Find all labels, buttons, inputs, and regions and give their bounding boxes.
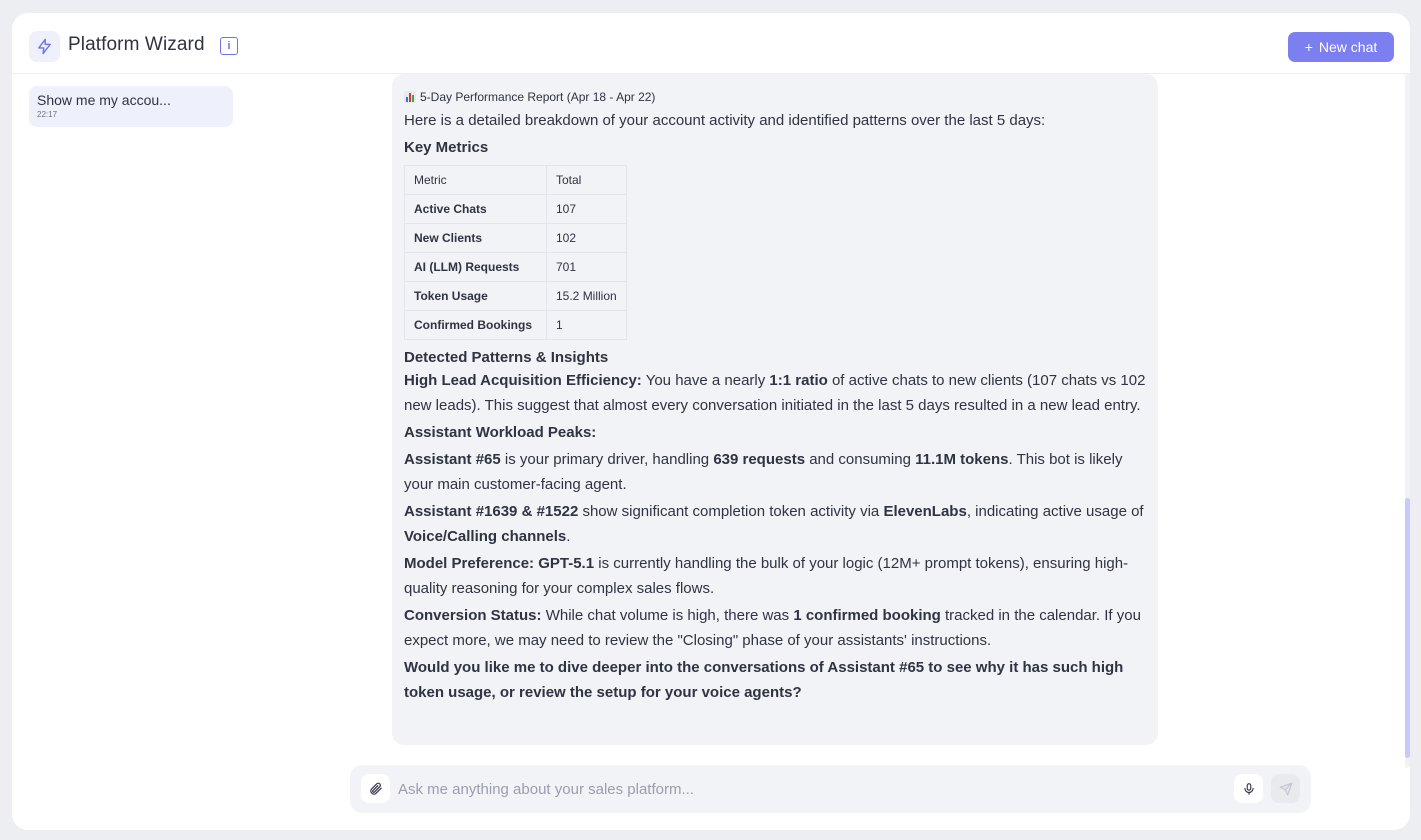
closing-question: [404, 655, 1146, 705]
table-row: [405, 195, 627, 224]
app-window: [12, 13, 1410, 830]
insight-highlight: 1 confirmed booking: [793, 607, 941, 624]
insight-highlight: Voice/Calling channels: [404, 528, 567, 545]
microphone-icon: [1242, 782, 1256, 796]
insight-text: tracked in the calendar. If you expect more, we may need to review the "Closing" phase of your assistants' instructions.: [404, 607, 1141, 649]
insight-text: of active chats to new clients (107 chats vs 102 new leads). This suggest that almost every conversation initiated in the last 5 days resulted in a new lead entry.: [404, 372, 1146, 414]
attach-button[interactable]: [361, 774, 390, 803]
message-composer: [350, 765, 1311, 813]
patterns-heading: Detected Patterns & Insights: [404, 349, 609, 366]
insight-text: is your primary driver, handling: [500, 451, 714, 468]
chat-item-title: Show me my accou...: [37, 92, 171, 108]
table-header-cell: Metric: [405, 166, 547, 195]
insight-highlight: ElevenLabs: [883, 503, 967, 520]
insight-highlight: Assistant #65: [404, 451, 501, 468]
metric-name: Token Usage: [405, 282, 547, 311]
plus-icon: +: [1304, 39, 1313, 55]
metric-name: Active Chats: [405, 195, 547, 224]
insight-lead-acquisition: [404, 368, 1146, 418]
intro-text: Here is a detailed breakdown of your account activity and identified patterns over the last 5 days:: [404, 112, 1046, 129]
table-row: [405, 282, 627, 311]
new-chat-label: New chat: [1318, 39, 1378, 55]
lightning-icon: [36, 38, 53, 55]
insight-highlight: Assistant #1639 & #1522: [404, 503, 579, 520]
metric-name: AI (LLM) Requests: [405, 253, 547, 282]
insight-text: and consuming: [805, 451, 916, 468]
key-metrics-heading: Key Metrics: [404, 139, 489, 156]
insight-text: show significant completion token activity via: [578, 503, 884, 520]
insight-highlight: 11.1M tokens: [915, 451, 1009, 468]
insight-conversion-status: [404, 603, 1146, 653]
table-header-cell: Total: [547, 166, 627, 195]
new-chat-button[interactable]: [1288, 32, 1394, 62]
insight-highlight: 639 requests: [713, 451, 806, 468]
scrollbar-thumb[interactable]: [1405, 498, 1410, 758]
metric-value: 701: [547, 253, 627, 282]
insight-highlight: Model Preference: GPT-5.1: [404, 555, 595, 572]
message-input[interactable]: [398, 777, 1218, 801]
insight-highlight: Conversion Status:: [404, 607, 542, 624]
closing-question-text: Would you like me to dive deeper into the conversations of Assistant #65 to see why it has such high token usage, or review the setup for your voice agents?: [404, 659, 1124, 701]
report-title: [404, 88, 1146, 105]
workload-heading: [404, 420, 1146, 445]
report-title-text: 5-Day Performance Report (Apr 18 - Apr 22): [420, 89, 656, 104]
bar-chart-icon: [404, 91, 416, 103]
table-row: [405, 253, 627, 282]
info-icon[interactable]: i: [220, 37, 238, 55]
table-header-row: [405, 166, 627, 195]
insight-text: .: [566, 528, 571, 545]
table-row: [405, 311, 627, 340]
table-row: [405, 224, 627, 253]
insight-text: You have a nearly: [641, 372, 770, 389]
logo: [29, 31, 60, 62]
metric-name: New Clients: [405, 224, 547, 253]
insight-highlight: 1:1 ratio: [769, 372, 828, 389]
send-button[interactable]: [1271, 774, 1300, 803]
workload-heading-text: Assistant Workload Peaks:: [404, 424, 597, 441]
insight-voice-assistants: [404, 499, 1146, 549]
metric-value: 15.2 Million: [547, 282, 627, 311]
sidebar-chat-item[interactable]: [29, 86, 233, 127]
paperclip-icon: [368, 781, 383, 796]
chat-item-time: 22:17: [37, 110, 58, 119]
assistant-message: [392, 74, 1158, 745]
insight-model-preference: [404, 551, 1146, 601]
metrics-table: [404, 165, 627, 340]
insight-label: High Lead Acquisition Efficiency:: [404, 372, 642, 389]
insight-text: . This bot is likely your main customer-facing agent.: [404, 451, 1123, 493]
metric-name: Confirmed Bookings: [405, 311, 547, 340]
metric-value: 1: [547, 311, 627, 340]
insight-assistant-65: [404, 447, 1146, 497]
insight-text: is currently handling the bulk of your logic (12M+ prompt tokens), ensuring high-quality reasoning for your complex sales flows.: [404, 555, 1129, 597]
app-title: Platform Wizard: [68, 34, 205, 55]
send-icon: [1279, 782, 1293, 796]
metric-value: 107: [547, 195, 627, 224]
metric-value: 102: [547, 224, 627, 253]
header: [12, 13, 1410, 74]
insight-text: , indicating active usage of: [966, 503, 1144, 520]
insight-text: While chat volume is high, there was: [541, 607, 794, 624]
microphone-button[interactable]: [1234, 774, 1263, 803]
